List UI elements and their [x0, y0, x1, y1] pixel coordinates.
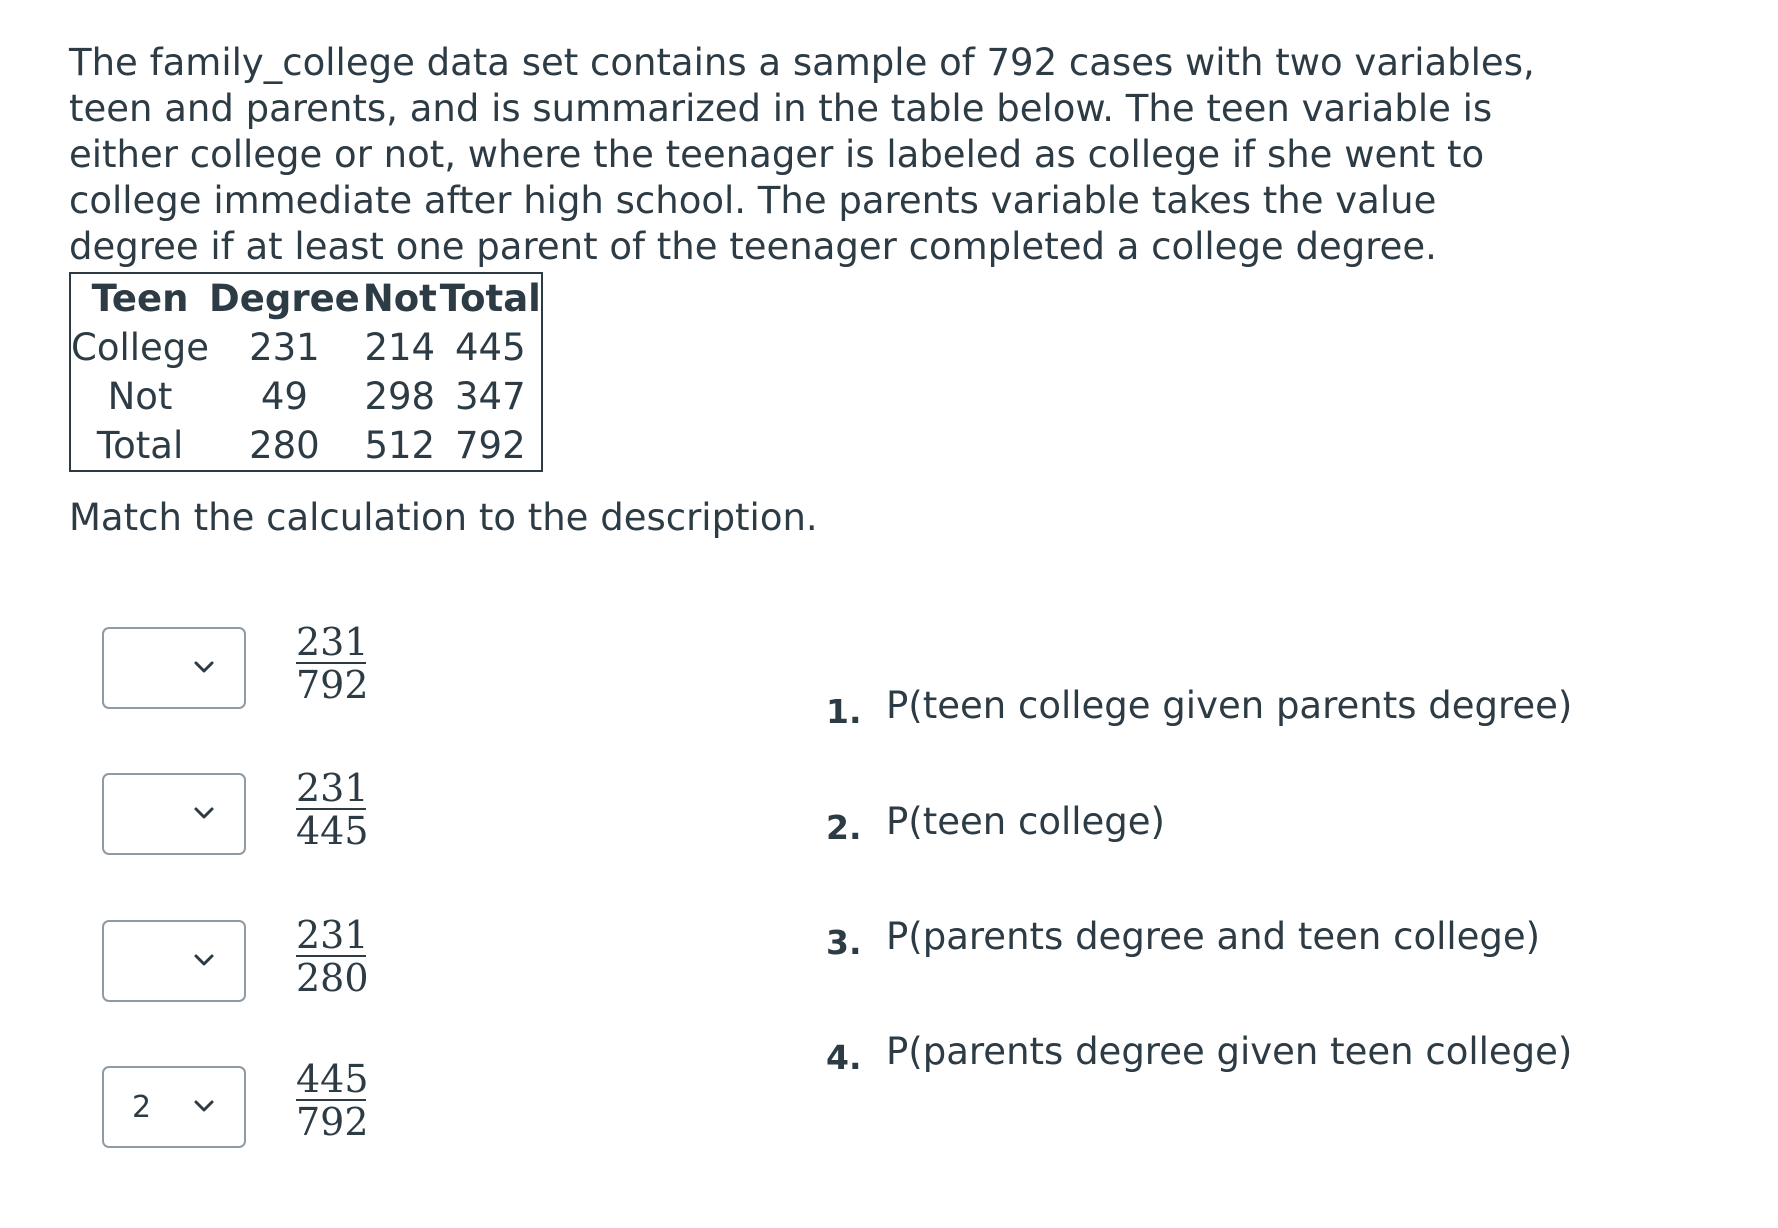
table-header-cell: Degree [209, 277, 360, 320]
table-header-cell: Total [439, 277, 541, 320]
table-cell: Not [107, 375, 173, 418]
match-select-3[interactable] [102, 920, 246, 1002]
fraction-numerator: 445 [296, 1057, 369, 1101]
table-cell: 214 [364, 326, 436, 369]
table-cell: 280 [249, 424, 320, 467]
description-item-4 [826, 1029, 1572, 1076]
fraction-1 [296, 620, 369, 707]
description-text: P(parents degree and teen college) [886, 915, 1541, 958]
match-select-2[interactable] [102, 773, 246, 855]
table-header-row [71, 274, 541, 323]
table-cell: 49 [260, 375, 308, 418]
description-number: 2. [826, 808, 862, 847]
table-cell: 298 [364, 375, 436, 418]
description-item-1 [826, 683, 1572, 730]
description-number: 4. [826, 1038, 862, 1077]
description-text: P(teen college given parents degree) [886, 684, 1573, 727]
chevron-down-icon [193, 806, 215, 820]
fraction-denominator: 445 [296, 809, 369, 853]
table-cell: 445 [455, 326, 526, 369]
match-select-value: 2 [132, 1090, 152, 1125]
table-cell: Total [96, 424, 184, 467]
chevron-down-icon [193, 660, 215, 674]
description-text: P(teen college) [886, 800, 1165, 843]
table-header-cell: Not [362, 277, 437, 320]
table-cell: College [71, 326, 210, 369]
fraction-numerator: 231 [296, 766, 369, 810]
fraction-denominator: 792 [296, 663, 369, 707]
contingency-table-grid [71, 274, 541, 470]
description-item-2 [826, 799, 1165, 846]
description-text: P(parents degree given teen college) [886, 1030, 1573, 1073]
fraction-numerator: 231 [296, 913, 369, 957]
fraction-denominator: 792 [296, 1100, 369, 1144]
table-row [71, 421, 541, 470]
chevron-down-icon [193, 1099, 215, 1113]
table-cell: 512 [364, 424, 436, 467]
fraction-numerator: 231 [296, 620, 369, 664]
description-number: 1. [826, 692, 862, 731]
question-intro: The family_college data set contains a sample of 792 cases with two variables, teen and parents, and is summarized in the table below. The teen variable is either college or not, where the teenager is labeled as college if she went to college immediate after high school. The parents variable takes the value degree if at least one parent of the teenager completed a college degree. [69, 41, 1535, 268]
fraction-denominator: 280 [296, 956, 369, 1000]
table-header-cell: Teen [91, 277, 189, 320]
fraction-4 [296, 1057, 369, 1144]
table-row [71, 323, 541, 372]
match-select-1[interactable] [102, 627, 246, 709]
contingency-table [69, 272, 543, 472]
fraction-2 [296, 766, 369, 853]
match-select-4[interactable] [102, 1066, 246, 1148]
fraction-3 [296, 913, 369, 1000]
description-number: 3. [826, 923, 862, 962]
table-cell: 231 [249, 326, 320, 369]
description-item-3 [826, 914, 1540, 961]
table-row [71, 372, 541, 421]
match-prompt: Match the calculation to the description. [69, 496, 818, 539]
table-cell: 792 [455, 424, 526, 467]
table-cell: 347 [455, 375, 526, 418]
chevron-down-icon [193, 953, 215, 967]
